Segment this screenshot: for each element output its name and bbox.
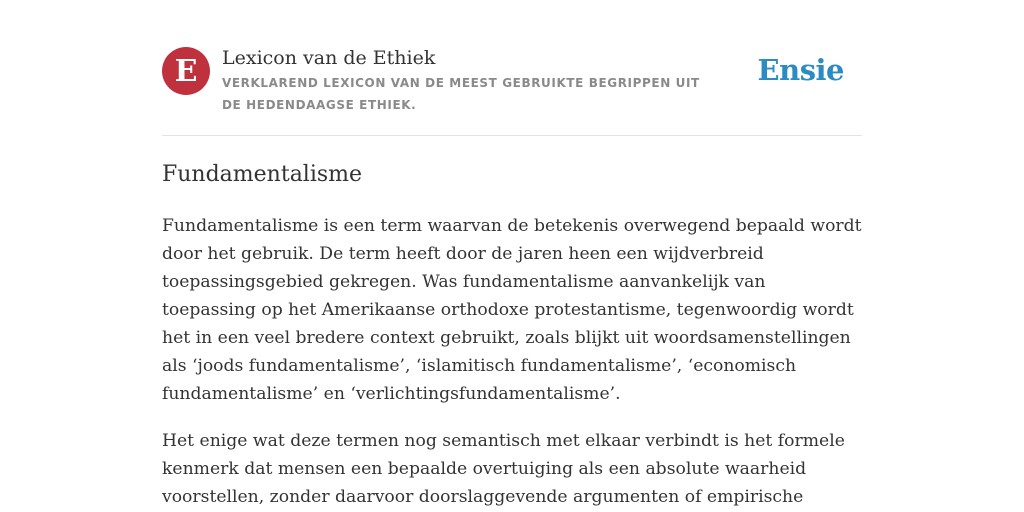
site-logo[interactable] (162, 47, 210, 95)
entry-paragraph-2: Het enige wat deze termen nog semantisch met elkaar verbindt is het formele kenmerk dat mensen een bepaalde overtuiging als een absolute waarheid voorstellen, zonder daarvoor doorslaggevende argumenten of empirische (162, 431, 845, 507)
entry-paragraph-1: Fundamentalisme is een term waarvan de betekenis overwegend bepaald wordt door het gebruik. De term heeft door de jaren heen een wijdverbreid toepassingsgebied gekregen. Was fundamentalisme aanvankelijk van toepassing op het Amerikaanse orthodoxe protestantisme, tegenwoordig wordt het in een veel bredere context gebruikt, zoals blijkt uit woordsamenstellingen als ‘joods fundamentalisme’, ‘islamitisch fundamentalisme’, ‘economisch fundamentalisme’ en ‘verlichtingsfundamentalisme’. (162, 216, 862, 404)
site-subtitle: VERKLAREND LEXICON VAN DE MEEST GEBRUIKTE BEGRIPPEN UIT DE HEDENDAAGSE ETHIEK. (222, 76, 700, 112)
header-divider (162, 135, 862, 136)
entry-body (162, 212, 862, 512)
logo-letter: E (174, 53, 198, 89)
site-title[interactable]: Lexicon van de Ethiek (222, 47, 436, 69)
entry-title: Fundamentalisme (162, 162, 363, 187)
ensie-brand-logo[interactable]: Ensie (757, 53, 844, 87)
site-header (162, 46, 862, 116)
